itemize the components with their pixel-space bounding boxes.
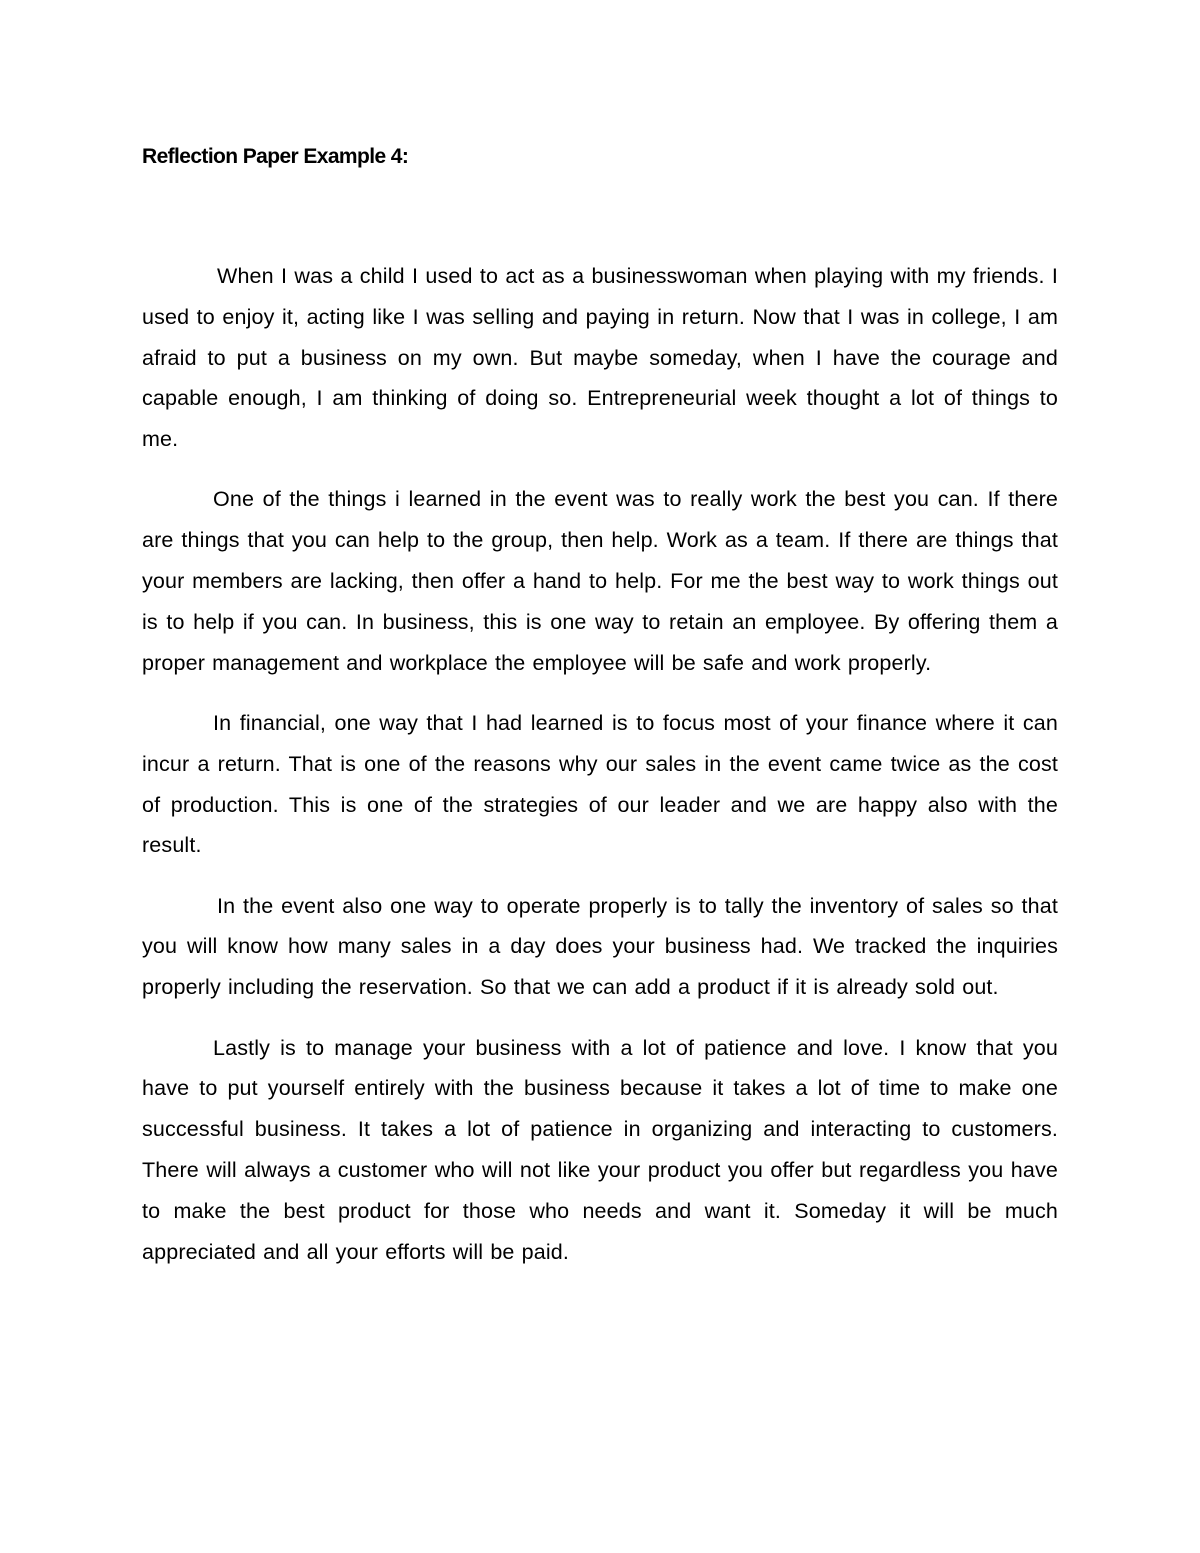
- paragraph-teamwork: One of the things i learned in the event was to really work the best you can. If there are things that you can help to the group, then help. Work as a team. If there are things that your members are lacking, then offer a hand to help. For me the best way to work things out is to help if you can. In business, this is one way to retain an employee. By offering them a proper management and workplace the employee will be safe and work properly.: [142, 487, 1058, 675]
- document-title: Reflection Paper Example 4:: [142, 145, 409, 168]
- paragraph-financial: In financial, one way that I had learned is to focus most of your finance where it can incur a return. That is one of the reasons why our sales in the event came twice as the cost of production. This is one of the strategies of our leader and we are happy also with the result.: [142, 710, 1058, 858]
- paragraph-inventory: In the event also one way to operate properly is to tally the inventory of sales so that you will know how many sales in a day does your business had. We tracked the inquiries properly including the reservation. So that we can add a product if it is already sold out.: [142, 893, 1058, 1000]
- paragraph-patience: Lastly is to manage your business with a lot of patience and love. I know that you have to put yourself entirely with the business because it takes a lot of time to make one successful business. It takes a lot of patience in organizing and interacting to customers. There will always a customer who will not like your product you offer but regardless you have to make the best product for those who needs and want it. Someday it will be much appreciated and all your efforts will be paid.: [142, 1035, 1058, 1264]
- paragraph-childhood: When I was a child I used to act as a businesswoman when playing with my friends. I used to enjoy it, acting like I was selling and paying in return. Now that I was in college, I am afraid to put a business on my own. But maybe someday, when I have the courage and capable enough, I am thinking of doing so. Entrepreneurial week thought a lot of things to me.: [142, 264, 1058, 452]
- document-body: [142, 256, 1058, 1272]
